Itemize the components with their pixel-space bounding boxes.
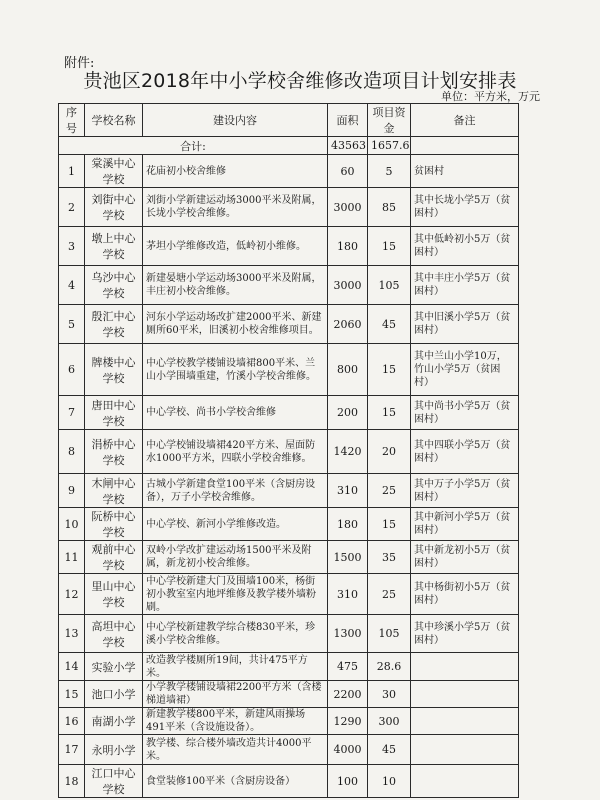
fund-value: 300 (368, 708, 411, 735)
row-number: 16 (59, 708, 85, 735)
construction-content: 茅坦小学维修改造，低岭初小维修。 (143, 227, 328, 266)
area-value: 3000 (328, 188, 368, 227)
row-number: 8 (59, 430, 85, 474)
row-number: 12 (59, 574, 85, 615)
school-name: 乌沙中心学校 (85, 266, 143, 305)
school-name: 木闸中心学校 (85, 474, 143, 508)
area-value: 100 (328, 765, 368, 798)
row-number: 4 (59, 266, 85, 305)
construction-content: 花庙初小校舍维修 (143, 155, 328, 188)
construction-content: 改造教学楼厕所19间，共计475平方米。 (143, 653, 328, 681)
remark (411, 708, 519, 735)
construction-content: 中心学校、新河小学维修改造。 (143, 508, 328, 541)
table-row (59, 508, 519, 541)
row-number: 1 (59, 155, 85, 188)
construction-content: 食堂装修100平米（含厨房设备） (143, 765, 328, 798)
fund-value: 10 (368, 765, 411, 798)
fund-value: 105 (368, 615, 411, 653)
area-value: 1420 (328, 430, 368, 474)
fund-value: 35 (368, 541, 411, 574)
construction-content: 中心学校、尚书小学校舍维修 (143, 396, 328, 430)
header-fund: 项目资金 (368, 104, 411, 137)
header-area: 面积 (328, 104, 368, 137)
construction-content: 古城小学新建食堂100平米（含厨房设备），万子小学校舍维修。 (143, 474, 328, 508)
construction-content: 新建晏塘小学运动场3000平米及附属，丰庄初小校舍维修。 (143, 266, 328, 305)
row-number: 10 (59, 508, 85, 541)
table-row (59, 681, 519, 708)
row-number: 5 (59, 305, 85, 344)
remark (411, 765, 519, 798)
row-number: 14 (59, 653, 85, 681)
construction-content: 教学楼、综合楼外墙改造共计4000平米。 (143, 735, 328, 765)
row-number: 7 (59, 396, 85, 430)
area-value: 1290 (328, 708, 368, 735)
school-name: 阮桥中心学校 (85, 508, 143, 541)
table-row (59, 615, 519, 653)
school-name: 唐田中心学校 (85, 396, 143, 430)
remark: 其中旧溪小学5万（贫困村） (411, 305, 519, 344)
table-row (59, 155, 519, 188)
row-number: 15 (59, 681, 85, 708)
construction-content: 双岭小学改扩建运动场1500平米及附属，新龙初小校舍维修。 (143, 541, 328, 574)
row-number: 9 (59, 474, 85, 508)
school-name: 南湖小学 (85, 708, 143, 735)
total-note (411, 137, 519, 155)
row-number: 3 (59, 227, 85, 266)
area-value: 475 (328, 653, 368, 681)
table-row (59, 653, 519, 681)
total-label: 合计: (59, 137, 328, 155)
remark (411, 735, 519, 765)
table-row (59, 574, 519, 615)
area-value: 4000 (328, 735, 368, 765)
fund-value: 25 (368, 574, 411, 615)
attachment-label: 附件: (64, 56, 95, 71)
unit-label: 单位：平方米，万元 (441, 90, 540, 103)
remark: 其中低岭初小5万（贫困村） (411, 227, 519, 266)
area-value: 2060 (328, 305, 368, 344)
construction-content: 河东小学运动场改扩建2000平米、新建厕所60平米，旧溪初小校舍维修项目。 (143, 305, 328, 344)
remark: 其中万子小学5万（贫困村） (411, 474, 519, 508)
header-note: 备注 (411, 104, 519, 137)
remark: 其中长垅小学5万（贫困村） (411, 188, 519, 227)
total-row (59, 137, 519, 155)
remark: 其中新龙初小5万（贫困村） (411, 541, 519, 574)
remark: 其中新河小学5万（贫困村） (411, 508, 519, 541)
table-row (59, 541, 519, 574)
row-number: 18 (59, 765, 85, 798)
construction-content: 中心学校新建教学综合楼830平米，珍溪小学校舍维修。 (143, 615, 328, 653)
header-content: 建设内容 (143, 104, 328, 137)
area-value: 3000 (328, 266, 368, 305)
school-name: 实验小学 (85, 653, 143, 681)
fund-value: 15 (368, 344, 411, 396)
area-value: 800 (328, 344, 368, 396)
remark: 其中丰庄小学5万（贫困村） (411, 266, 519, 305)
school-name: 牌楼中心学校 (85, 344, 143, 396)
construction-content: 新建教学楼800平米，新建风雨操场491平米（含设施设备）。 (143, 708, 328, 735)
table-row (59, 227, 519, 266)
table-row (59, 430, 519, 474)
remark: 贫困村 (411, 155, 519, 188)
area-value: 1300 (328, 615, 368, 653)
school-name: 刘街中心学校 (85, 188, 143, 227)
fund-value: 85 (368, 188, 411, 227)
header-school: 学校名称 (85, 104, 143, 137)
area-value: 310 (328, 474, 368, 508)
project-table (58, 103, 519, 798)
construction-content: 刘街小学新建运动场3000平米及附属，长垅小学校舍维修。 (143, 188, 328, 227)
row-number: 11 (59, 541, 85, 574)
table-row (59, 344, 519, 396)
remark (411, 653, 519, 681)
table-row (59, 765, 519, 798)
school-name: 永明小学 (85, 735, 143, 765)
fund-value: 30 (368, 681, 411, 708)
document-title: 贵池区2018年中小学校舍维修改造项目计划安排表 (83, 70, 517, 92)
remark (411, 681, 519, 708)
school-name: 高坦中心学校 (85, 615, 143, 653)
total-area: 43563 (328, 137, 368, 155)
fund-value: 15 (368, 396, 411, 430)
table-row (59, 708, 519, 735)
fund-value: 25 (368, 474, 411, 508)
fund-value: 105 (368, 266, 411, 305)
construction-content: 中心学校铺设墙裙420平方米、屋面防水1000平方米，四联小学校舍维修。 (143, 430, 328, 474)
construction-content: 中心学校新建大门及围墙100米，杨街初小教室室内地坪维修及教学楼外墙粉刷。 (143, 574, 328, 615)
school-name: 殷汇中心学校 (85, 305, 143, 344)
remark: 其中尚书小学5万（贫困村） (411, 396, 519, 430)
school-name: 墩上中心学校 (85, 227, 143, 266)
remark: 其中杨街初小5万（贫困村） (411, 574, 519, 615)
row-number: 17 (59, 735, 85, 765)
total-fund: 1657.6 (368, 137, 411, 155)
school-name: 里山中心学校 (85, 574, 143, 615)
row-number: 6 (59, 344, 85, 396)
remark: 其中珍溪小学5万（贫困村） (411, 615, 519, 653)
school-name: 涓桥中心学校 (85, 430, 143, 474)
school-name: 观前中心学校 (85, 541, 143, 574)
table-row (59, 396, 519, 430)
remark: 其中兰山小学10万，竹山小学5万（贫困村） (411, 344, 519, 396)
area-value: 1500 (328, 541, 368, 574)
school-name: 池口小学 (85, 681, 143, 708)
table-header-row (59, 104, 519, 137)
table-row (59, 305, 519, 344)
fund-value: 28.6 (368, 653, 411, 681)
row-number: 2 (59, 188, 85, 227)
construction-content: 中心学校教学楼铺设墙裙800平米、兰山小学围墙重建，竹溪小学校舍维修。 (143, 344, 328, 396)
fund-value: 15 (368, 227, 411, 266)
table-row (59, 474, 519, 508)
table-row (59, 266, 519, 305)
area-value: 310 (328, 574, 368, 615)
table-row (59, 188, 519, 227)
fund-value: 45 (368, 735, 411, 765)
area-value: 180 (328, 508, 368, 541)
header-no: 序号 (59, 104, 85, 137)
remark: 其中四联小学5万（贫困村） (411, 430, 519, 474)
area-value: 2200 (328, 681, 368, 708)
row-number: 13 (59, 615, 85, 653)
fund-value: 20 (368, 430, 411, 474)
area-value: 60 (328, 155, 368, 188)
fund-value: 15 (368, 508, 411, 541)
fund-value: 45 (368, 305, 411, 344)
school-name: 棠溪中心学校 (85, 155, 143, 188)
construction-content: 小学教学楼铺设墙裙2200平方米（含楼梯道墙裙） (143, 681, 328, 708)
area-value: 200 (328, 396, 368, 430)
fund-value: 5 (368, 155, 411, 188)
table-row (59, 735, 519, 765)
area-value: 180 (328, 227, 368, 266)
school-name: 江口中心学校 (85, 765, 143, 798)
